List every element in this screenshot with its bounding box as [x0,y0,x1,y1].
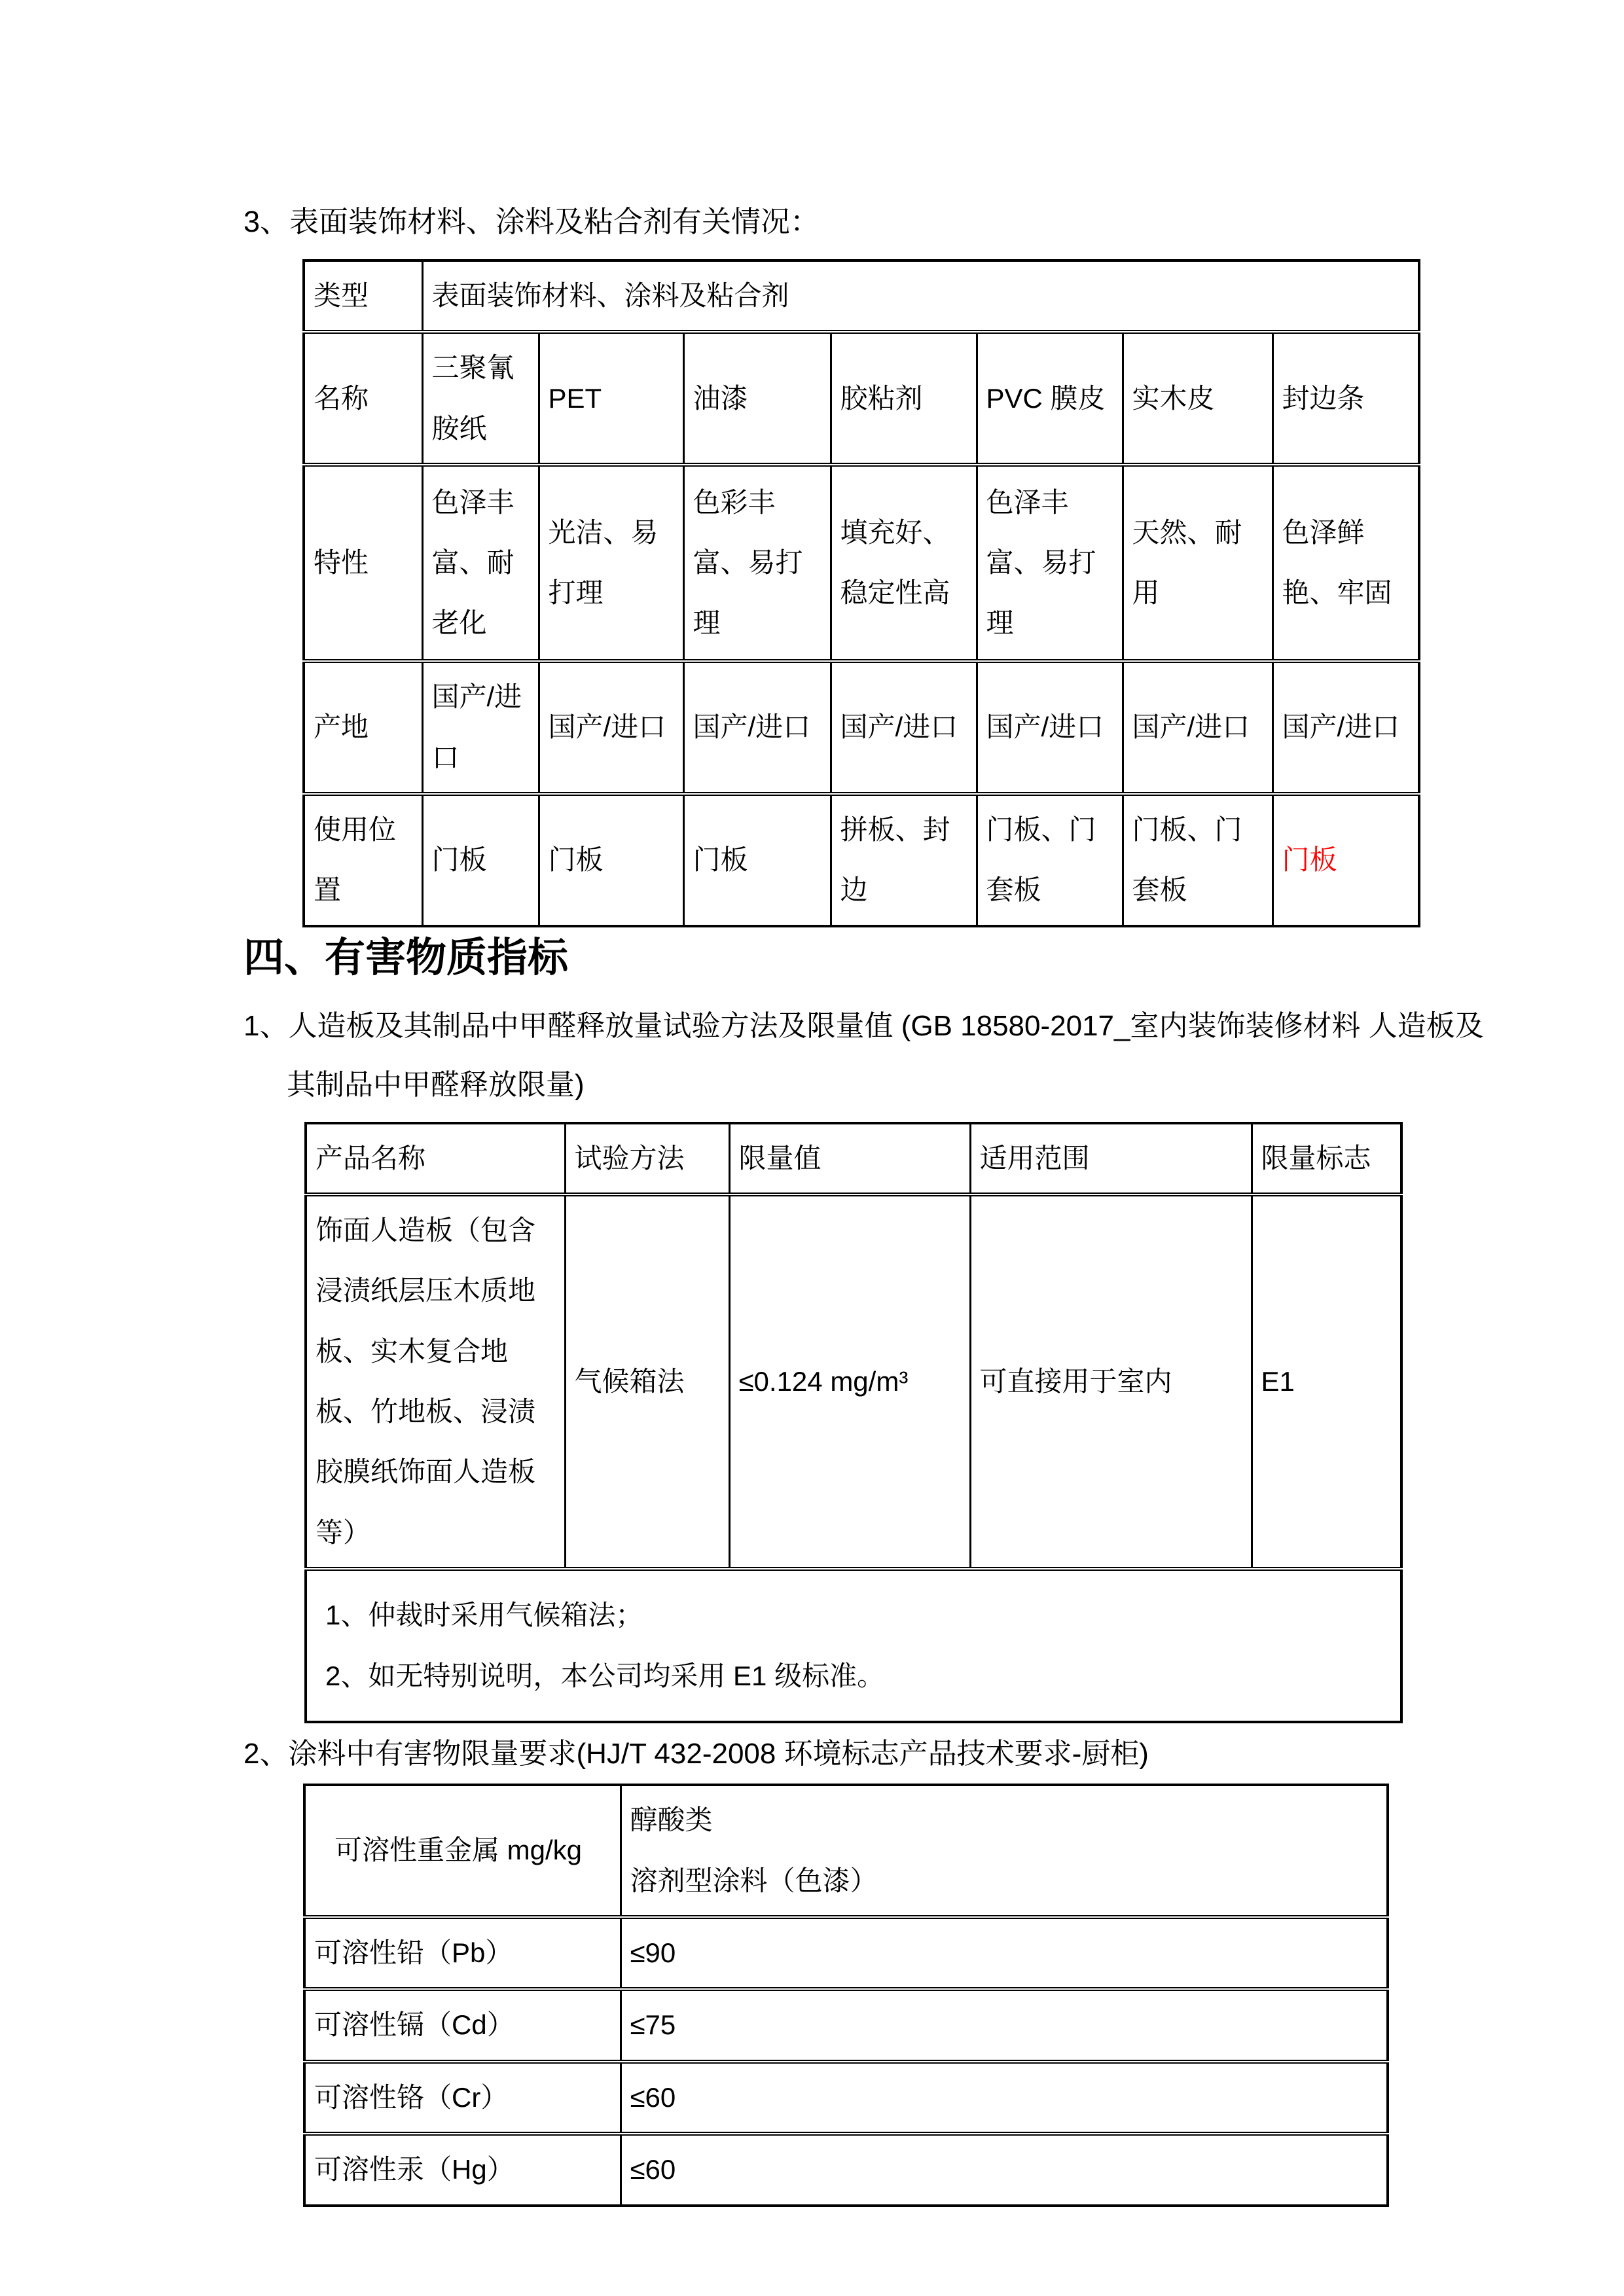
origin-cell-1: 国产/进口 [539,661,683,794]
position-cell-6-highlighted: 门板 [1272,794,1419,926]
metal-value-hg: ≤60 [621,2134,1388,2205]
header-product-cell: 产品名称 [306,1123,565,1194]
formaldehyde-limit-table [304,1122,1403,1724]
position-cell-0: 门板 [422,794,539,926]
name-label-cell: 名称 [304,332,422,465]
feature-cell-6: 色泽鲜艳、牢固 [1272,465,1419,661]
section3-heading: 3、表面装饰材料、涂料及粘合剂有关情况： [244,205,820,238]
section4-heading: 四、有害物质指标 [244,935,569,980]
name-cell-5: 实木皮 [1123,332,1272,465]
feature-cell-2: 色彩丰富、易打理 [683,465,831,661]
formaldehyde-intro-paragraph: 1、人造板及其制品中甲醛释放量试验方法及限量值 (GB 18580-2017_室内装饰装修材料 人造板及其制品中甲醛释放限量) [244,1010,1484,1102]
metal-label-hg: 可溶性汞（Hg） [304,2134,621,2205]
origin-cell-5: 国产/进口 [1123,661,1272,794]
metal-row-cr [304,2062,1388,2134]
position-label-cell: 使用位置 [304,794,422,926]
name-cell-2: 油漆 [683,332,831,465]
origin-row [304,661,1419,794]
origin-cell-2: 国产/进口 [683,661,831,794]
type-label-cell: 类型 [304,260,422,332]
feature-cell-1: 光洁、易打理 [539,465,683,661]
position-cell-5: 门板、门套板 [1123,794,1272,926]
metals-header-label-cell: 可溶性重金属 mg/kg [304,1785,621,1917]
metal-label-pb: 可溶性铅（Pb） [304,1917,621,1989]
header-scope-cell: 适用范围 [970,1123,1252,1194]
name-cell-0: 三聚氰胺纸 [422,332,539,465]
metal-row-cd [304,1989,1388,2061]
name-cell-3: 胶粘剂 [831,332,977,465]
feature-label-cell: 特性 [304,465,422,661]
origin-cell-0: 国产/进口 [422,661,539,794]
origin-cell-4: 国产/进口 [977,661,1123,794]
metals-header-value-cell [621,1785,1388,1917]
metals-header-row [304,1785,1388,1917]
formaldehyde-header-row [306,1123,1401,1194]
type-value-cell: 表面装饰材料、涂料及粘合剂 [422,260,1419,332]
coating-intro-paragraph: 2、涂料中有害物限量要求(HJ/T 432-2008 环境标志产品技术要求-厨柜) [244,1738,1149,1770]
note-line-2: 2、如无特别说明，本公司均采用 E1 级标准。 [325,1660,885,1691]
soluble-heavy-metals-table [303,1784,1389,2206]
feature-cell-4: 色泽丰富、易打理 [977,465,1123,661]
header-method-cell: 试验方法 [565,1123,729,1194]
feature-cell-5: 天然、耐用 [1123,465,1272,661]
surface-materials-table [302,259,1420,927]
name-cell-4: PVC 膜皮 [977,332,1123,465]
product-cell: 饰面人造板（包含浸渍纸层压木质地板、实木复合地板、竹地板、浸渍胶膜纸饰面人造板等） [306,1194,565,1569]
note-line-1: 1、仲裁时采用气候箱法； [325,1600,643,1631]
mark-cell: E1 [1252,1194,1401,1569]
formaldehyde-notes-row [306,1569,1401,1722]
name-cell-6: 封边条 [1272,332,1419,465]
origin-label-cell: 产地 [304,661,422,794]
type-row [304,260,1419,332]
origin-cell-3: 国产/进口 [831,661,977,794]
scope-cell: 可直接用于室内 [970,1194,1252,1569]
coating-class-line: 醇酸类 [630,1804,713,1836]
header-limit-cell: 限量值 [729,1123,970,1194]
name-cell-1: PET [539,332,683,465]
metal-row-hg [304,2134,1388,2205]
metal-row-pb [304,1917,1388,1989]
position-cell-2: 门板 [683,794,831,926]
notes-cell [306,1569,1401,1722]
metal-value-cd: ≤75 [621,1989,1388,2061]
limit-cell: ≤0.124 mg/m³ [729,1194,970,1569]
position-cell-4: 门板、门套板 [977,794,1123,926]
metal-label-cr: 可溶性铬（Cr） [304,2062,621,2134]
metal-label-cd: 可溶性镉（Cd） [304,1989,621,2061]
position-cell-3: 拼板、封边 [831,794,977,926]
header-mark-cell: 限量标志 [1252,1123,1401,1194]
position-cell-1: 门板 [539,794,683,926]
metal-value-pb: ≤90 [621,1917,1388,1989]
feature-cell-0: 色泽丰富、耐老化 [422,465,539,661]
feature-cell-3: 填充好、稳定性高 [831,465,977,661]
name-row [304,332,1419,465]
coating-type-line: 溶剂型涂料（色漆） [630,1865,878,1896]
origin-cell-6: 国产/进口 [1272,661,1419,794]
formaldehyde-data-row [306,1194,1401,1569]
feature-row [304,465,1419,661]
metal-value-cr: ≤60 [621,2062,1388,2134]
position-row [304,794,1419,926]
method-cell: 气候箱法 [565,1194,729,1569]
